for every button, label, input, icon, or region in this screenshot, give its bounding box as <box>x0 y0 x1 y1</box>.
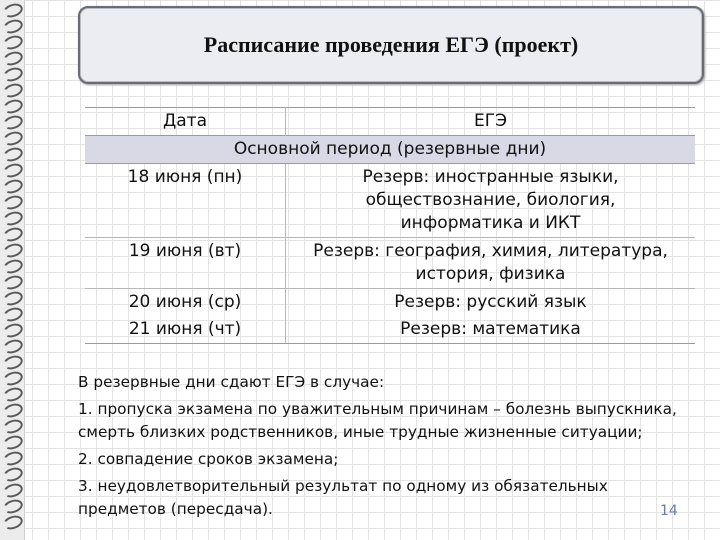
binding-ring <box>1 33 24 52</box>
binding-ring <box>1 353 24 372</box>
header-exam: ЕГЭ <box>286 108 696 136</box>
period-label: Основной период (резервные дни) <box>85 136 695 164</box>
row-exam: Резерв: иностранные языки, обществознание, биология, информатика и ИКТ <box>286 164 696 238</box>
page-number: 14 <box>660 503 678 519</box>
binding-ring <box>1 305 24 324</box>
binding-ring <box>1 177 24 196</box>
binding-ring <box>1 129 24 148</box>
table-row <box>85 289 695 317</box>
binding-ring <box>1 193 24 212</box>
binding-ring <box>1 49 24 68</box>
row-exam: Резерв: математика <box>286 316 696 344</box>
binding-ring <box>1 289 24 308</box>
binding-ring <box>1 113 24 132</box>
binding-ring <box>1 161 24 180</box>
binding-ring <box>1 81 24 100</box>
binding-ring <box>1 65 24 84</box>
binding-ring <box>1 369 24 388</box>
binding-ring <box>1 417 24 436</box>
table-header-row <box>85 108 695 136</box>
binding-ring <box>1 449 24 468</box>
period-row <box>85 136 695 164</box>
binding-ring <box>1 433 24 452</box>
row-exam: Резерв: русский язык <box>394 292 587 312</box>
binding-ring <box>1 481 24 500</box>
row-exam: Резерв: география, химия, литература, история, физика <box>286 238 696 289</box>
title-box <box>78 6 704 84</box>
binding-ring <box>1 497 24 516</box>
binding-ring <box>1 513 24 532</box>
binding-ring <box>1 401 24 420</box>
binding-ring <box>1 241 24 260</box>
binding-ring <box>1 17 24 36</box>
binding-ring <box>1 225 24 244</box>
notes-item: 3. неудовлетворительный результат по одному из обязательных предметов (пересдача). <box>78 477 608 518</box>
table-row <box>85 316 695 344</box>
binding-ring <box>1 145 24 164</box>
notes-intro: В резервные дни сдают ЕГЭ в случае: <box>78 373 385 391</box>
row-date: 20 июня (ср) <box>85 289 286 317</box>
binding-ring <box>1 97 24 116</box>
binding-ring <box>1 337 24 356</box>
table-row <box>85 238 695 289</box>
binding-ring <box>1 1 24 20</box>
binding-ring <box>1 385 24 404</box>
binding-ring <box>1 257 24 276</box>
notebook-binding <box>0 0 25 540</box>
binding-ring <box>1 209 24 228</box>
notes-block <box>78 371 710 525</box>
notes-item: 1. пропуска экзамена по уважительным причинам – болезнь выпускника, смерть близких родственников, иные трудные жизненные ситуации; <box>78 400 677 441</box>
schedule-table <box>85 107 695 344</box>
binding-ring <box>1 273 24 292</box>
row-date: 19 июня (вт) <box>85 238 286 289</box>
row-date: 21 июня (чт) <box>85 316 286 344</box>
table-row <box>85 164 695 238</box>
notes-item: 2. совпадение сроков экзамена; <box>78 450 339 468</box>
binding-ring <box>1 321 24 340</box>
binding-ring <box>1 465 24 484</box>
header-date: Дата <box>85 108 286 136</box>
row-date: 18 июня (пн) <box>85 164 286 238</box>
slide-title: Расписание проведения ЕГЭ (проект) <box>203 32 579 57</box>
